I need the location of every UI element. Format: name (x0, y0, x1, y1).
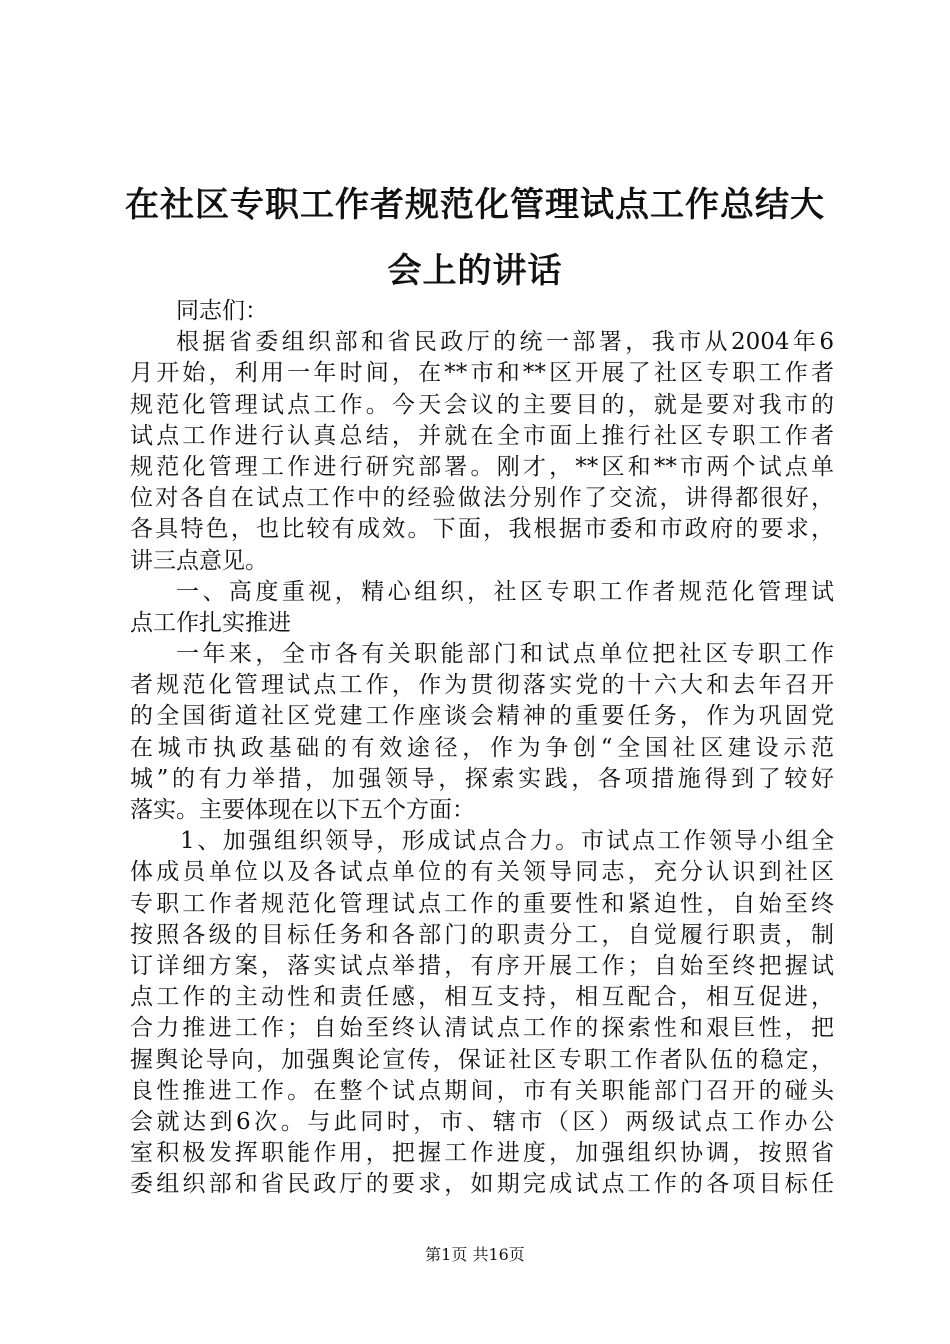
paragraph-line: 各具特色，也比较有成效。下面，我根据市委和市政府的要求， (130, 516, 834, 543)
paragraph-line: 会就达到6次。与此同时，市、辖市（区）两级试点工作办公 (130, 1108, 834, 1135)
salutation: 同志们： (176, 298, 268, 324)
paragraph-line: 根据省委组织部和省民政厅的统一部署，我市从2004年6 (176, 329, 834, 356)
paragraph-line: 试点工作进行认真总结，并就在全市面上推行社区专职工作者 (130, 422, 834, 449)
paragraph-line: 规范化管理试点工作。今天会议的主要目的，就是要对我市的 (130, 391, 834, 418)
paragraph-line: 规范化管理工作进行研究部署。刚才，**区和**市两个试点单 (130, 453, 834, 480)
paragraph-line: 体成员单位以及各试点单位的有关领导同志，充分认识到社区 (130, 859, 834, 886)
paragraph-line: 合力推进工作；自始至终认清试点工作的探索性和艰巨性，把 (130, 1015, 834, 1042)
title-line-1: 在社区专职工作者规范化管理试点工作总结大 (125, 185, 825, 225)
page-number-footer: 第1页 共16页 (425, 1245, 525, 1264)
paragraph-line: 良性推进工作。在整个试点期间，市有关职能部门召开的碰头 (130, 1077, 834, 1104)
paragraph-line: 订详细方案，落实试点举措，有序开展工作；自始至终把握试 (130, 952, 834, 979)
paragraph-line: 在城市执政基础的有效途径，作为争创“全国社区建设示范 (130, 734, 834, 761)
paragraph-line: 落实。主要体现在以下五个方面： (130, 797, 475, 823)
paragraph-line: 点工作的主动性和责任感，相互支持，相互配合，相互促进， (130, 984, 834, 1011)
paragraph-line: 委组织部和省民政厅的要求，如期完成试点工作的各项目标任 (130, 1171, 834, 1198)
title-line-2: 会上的讲话 (387, 251, 563, 291)
document-body (130, 296, 834, 1200)
paragraph-line: 一年来，全市各有关职能部门和试点单位把社区专职工作 (176, 641, 834, 668)
paragraph-line: 讲三点意见。 (130, 547, 268, 574)
paragraph-line: 的全国街道社区党建工作座谈会精神的重要任务，作为巩固党 (130, 703, 834, 730)
paragraph-line: 握舆论导向，加强舆论宣传，保证社区专职工作者队伍的稳定， (130, 1046, 834, 1073)
paragraph-line: 月开始，利用一年时间，在**市和**区开展了社区专职工作者 (130, 360, 834, 387)
paragraph-line: 专职工作者规范化管理试点工作的重要性和紧迫性，自始至终 (130, 890, 834, 917)
document-title (118, 172, 832, 304)
paragraph-line: 位对各自在试点工作中的经验做法分别作了交流，讲得都很好， (130, 485, 834, 512)
paragraph-line: 按照各级的目标任务和各部门的职责分工，自觉履行职责，制 (130, 921, 834, 948)
paragraph-line: 室积极发挥职能作用，把握工作进度，加强组织协调，按照省 (130, 1140, 834, 1167)
paragraph-line: 者规范化管理试点工作，作为贯彻落实党的十六大和去年召开 (130, 672, 834, 699)
section-heading-line: 点工作扎实推进 (130, 609, 291, 636)
paragraph-line: 城”的有力举措，加强领导，探索实践，各项措施得到了较好 (130, 765, 834, 792)
paragraph-line: 1、加强组织领导，形成试点合力。市试点工作领导小组全 (180, 828, 834, 855)
section-heading-line: 一、高度重视，精心组织，社区专职工作者规范化管理试 (176, 578, 834, 605)
